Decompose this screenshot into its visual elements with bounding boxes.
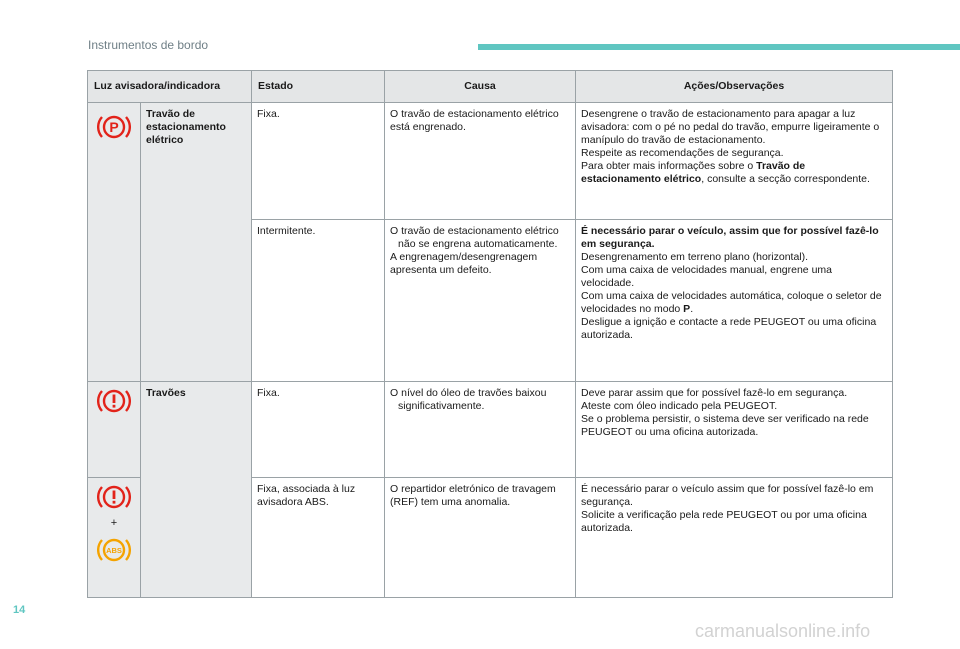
cause-text: O travão de estacionamento elétrico não se engrena automaticamente. [390, 225, 559, 250]
action-cell [576, 220, 893, 382]
state-cell: Intermitente. [252, 220, 385, 382]
action-text: Se o problema persistir, o sistema deve ser verificado na rede PEUGEOT ou uma oficina autorizada. [581, 413, 869, 438]
header-actions: Ações/Observações [576, 71, 893, 103]
action-text: Desengrenamento em terreno plano (horizontal). [581, 251, 809, 263]
action-text: Desligue a ignição e contacte a rede PEUGEOT ou uma oficina autorizada. [581, 316, 877, 341]
action-text: . [690, 303, 694, 315]
action-text: Deve parar assim que for possível fazê-lo em segurança. [581, 387, 848, 399]
abs-warning-icon [93, 536, 135, 564]
action-bold-text: Travão de estacionamento elétrico [581, 160, 806, 185]
action-text: Para obter mais informações sobre o [581, 160, 757, 172]
action-cell [576, 103, 893, 220]
brake-abs-icon-cell [88, 478, 141, 598]
abs-icon-label: ABS [106, 546, 122, 555]
brakes-name: Travões [141, 382, 252, 598]
parking-brake-icon-cell [88, 103, 141, 382]
action-bold-text: É necessário parar o veículo, assim que for possível fazê-lo em segurança. [581, 225, 879, 250]
action-text: Com uma caixa de velocidades manual, engrene uma velocidade. [581, 264, 832, 289]
action-text: Ateste com óleo indicado pela PEUGEOT. [581, 400, 778, 412]
header-warning-light: Luz avisadora/indicadora [88, 71, 252, 103]
table-header-row [88, 71, 893, 103]
action-text: Respeite as recomendações de segurança. [581, 147, 784, 159]
action-text: , consulte a secção correspondente. [701, 173, 870, 185]
svg-text:P: P [109, 119, 119, 135]
watermark: carmanualsonline.info [695, 621, 871, 641]
cause-cell: O travão de estacionamento elétrico está engrenado. [385, 103, 576, 220]
action-bold-text: P [683, 303, 691, 315]
state-cell: Fixa. [252, 103, 385, 220]
header-cause: Causa [385, 71, 576, 103]
brake-icon-cell [88, 382, 141, 478]
brake-warning-icon [93, 483, 135, 511]
header-state: Estado [252, 71, 385, 103]
plus-sign: + [110, 517, 118, 529]
cause-text: A engrenagem/desengrenagem apresenta um defeito. [390, 251, 538, 276]
page-number: 14 [13, 604, 26, 616]
state-cell: Fixa, associada à luz avisadora ABS. [252, 478, 385, 598]
warning-lights-table [87, 70, 893, 598]
section-title: Instrumentos de bordo [88, 38, 209, 52]
action-text: Solicite a verificação pela rede PEUGEOT ou por uma oficina autorizada. [581, 509, 867, 534]
action-cell [576, 478, 893, 598]
parking-brake-warning-icon [93, 113, 135, 141]
cause-text: O nível do óleo de travões baixou significativamente. [390, 387, 547, 412]
action-text: É necessário parar o veículo assim que for possível fazê-lo em segurança. [581, 483, 874, 508]
table-row [88, 382, 893, 478]
action-cell [576, 382, 893, 478]
action-text: Desengrene o travão de estacionamento para apagar a luz avisadora: com o pé no pedal do travão, empurre ligeiramente o manípulo do travão de estacionamento. [581, 108, 880, 146]
action-text: Com uma caixa de velocidades automática, coloque o seletor de velocidades no modo [581, 290, 882, 315]
section-accent-bar [478, 44, 960, 50]
brake-warning-icon [93, 387, 135, 415]
cause-cell: O repartidor eletrónico de travagem (REF) tem uma anomalia. [385, 478, 576, 598]
state-cell: Fixa. [252, 382, 385, 478]
table-row [88, 103, 893, 220]
parking-brake-name: Travão de estacionamento elétrico [141, 103, 252, 382]
cause-cell [385, 220, 576, 382]
cause-cell [385, 382, 576, 478]
